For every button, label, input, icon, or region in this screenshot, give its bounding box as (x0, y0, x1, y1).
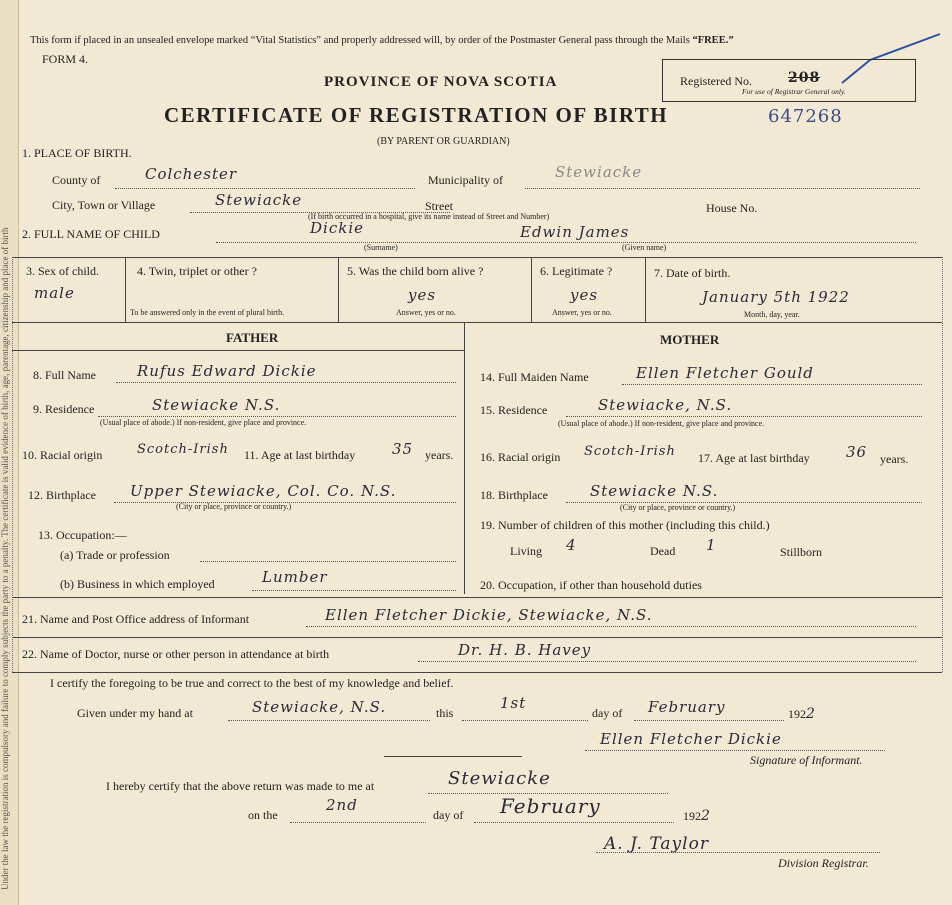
given-place: Stewiacke, N.S. (252, 698, 387, 716)
left-border-dots (12, 257, 13, 672)
child-name-line (216, 242, 916, 243)
father-age-value: 35 (392, 440, 414, 458)
dob-label: 7. Date of birth. (654, 266, 731, 280)
father-heading: FATHER (226, 330, 279, 345)
father-birthplace-label: 12. Birthplace (28, 488, 96, 502)
mother-racial-value: Scotch-Irish (584, 444, 676, 459)
registered-note: For use of Registrar General only. (742, 87, 846, 96)
father-business-line (252, 590, 456, 591)
dead-label: Dead (650, 544, 676, 558)
registrar-place: Stewiacke (448, 768, 551, 789)
mother-children-label: 19. Number of children of this mother (including this child.) (480, 518, 770, 532)
living-value: 4 (566, 536, 577, 554)
this-label: this (436, 706, 454, 720)
postal-notice (30, 35, 734, 46)
child-given-name: Edwin James (520, 223, 630, 241)
certificate-number: 647268 (768, 106, 843, 127)
parents-divider (464, 322, 465, 594)
father-business-label: (b) Business in which employed (60, 577, 215, 591)
street-label: Street (425, 199, 453, 213)
child-name-label: 2. FULL NAME OF CHILD (22, 227, 160, 241)
county-label: County of (52, 173, 101, 187)
father-racial-value: Scotch-Irish (137, 442, 229, 457)
registrar-month: February (500, 794, 601, 818)
dob-note: Month, day, year. (744, 310, 800, 319)
alive-value: yes (408, 286, 437, 304)
informant-label: 21. Name and Post Office address of Informant (22, 612, 250, 626)
mother-name-value: Ellen Fletcher Gould (636, 364, 814, 382)
father-name-line (116, 382, 456, 383)
informant-top-rule (12, 597, 942, 598)
margin-notice: Under the law the registration is compulsory and failure to comply subjects the party to a penalty. The certificate is valid evidence of birth, age, parentage, citizenship and place of birth (0, 227, 10, 890)
legitimate-value: yes (570, 286, 599, 304)
town-value: Stewiacke (215, 191, 303, 209)
house-no-label: House No. (706, 201, 758, 215)
row3-divider-3 (531, 257, 532, 322)
mother-occupation-label: 20. Occupation, if other than household duties (480, 578, 702, 592)
given-day-line (462, 720, 588, 721)
county-line (115, 188, 415, 189)
informant-signature: Ellen Fletcher Dickie (600, 730, 782, 748)
sex-value: male (34, 284, 75, 302)
row3-top-rule (12, 257, 942, 258)
mother-residence-value: Stewiacke, N.S. (598, 396, 733, 414)
given-year-prefix: 192 (788, 707, 806, 721)
child-surname: Dickie (310, 219, 364, 237)
given-month-line (634, 720, 784, 721)
row3-bottom-rule (12, 322, 942, 323)
twin-label: 4. Twin, triplet or other ? (137, 264, 257, 278)
father-years: years. (425, 448, 454, 462)
surname-caption: (Surname) (364, 243, 398, 252)
informant-line (306, 626, 916, 627)
registrar-caption: Division Registrar. (778, 856, 869, 870)
given-year-suffix: 2 (806, 706, 816, 722)
informant-signature-line (585, 750, 885, 751)
twin-note: To be answered only in the event of plural birth. (130, 308, 285, 317)
certify-top-rule (12, 672, 942, 673)
registrar-signature: A. J. Taylor (604, 834, 709, 854)
given-year (788, 706, 816, 722)
row3-divider-4 (645, 257, 646, 322)
father-residence-value: Stewiacke N.S. (152, 396, 281, 414)
father-birthplace-note: (City or place, province or country.) (176, 502, 292, 511)
father-residence-line (98, 416, 456, 417)
municipality-value: Stewiacke (555, 163, 643, 181)
right-border-dots (942, 257, 943, 672)
registrar-on-label: on the (248, 808, 278, 822)
binding-margin (0, 0, 19, 905)
mother-name-line (622, 384, 922, 385)
mother-heading: MOTHER (660, 332, 720, 347)
father-trade-line (200, 561, 456, 562)
father-business-value: Lumber (262, 568, 328, 586)
certificate-title: CERTIFICATE OF REGISTRATION OF BIRTH (164, 103, 669, 127)
subtitle: (BY PARENT OR GUARDIAN) (377, 136, 510, 147)
informant-signature-caption: Signature of Informant. (750, 753, 863, 767)
mother-name-label: 14. Full Maiden Name (480, 370, 589, 384)
certify-separator (384, 756, 522, 757)
mother-years: years. (880, 452, 909, 466)
doctor-label: 22. Name of Doctor, nurse or other person in attendance at birth (22, 647, 330, 661)
mother-birthplace-value: Stewiacke N.S. (590, 482, 719, 500)
municipality-label: Municipality of (428, 173, 503, 187)
postal-notice-text: This form if placed in an unsealed envelope marked “Vital Statistics” and properly addressed will, by order of the Postmaster General pass through the Mails (30, 35, 690, 46)
father-residence-note: (Usual place of abode.) If non-resident, give place and province. (100, 418, 307, 427)
dob-value: January 5th 1922 (702, 288, 850, 306)
given-day: 1st (500, 694, 527, 712)
given-caption: (Given name) (622, 243, 667, 252)
informant-value: Ellen Fletcher Dickie, Stewiacke, N.S. (325, 606, 653, 624)
registrar-day-of: day of (433, 808, 464, 822)
form-number: FORM 4. (42, 52, 89, 66)
registrar-statement: I hereby certify that the above return was made to me at (106, 779, 375, 793)
mother-age-label: 17. Age at last birthday (698, 451, 810, 465)
registrar-day-line (290, 822, 426, 823)
town-label: City, Town or Village (52, 198, 156, 212)
registrar-month-line (474, 822, 674, 823)
registrar-year (683, 808, 711, 824)
father-trade-label: (a) Trade or profession (60, 548, 170, 562)
row3-divider-2 (338, 257, 339, 322)
given-place-line (228, 720, 430, 721)
mother-racial-label: 16. Racial origin (480, 450, 561, 464)
mother-age-value: 36 (846, 443, 868, 461)
legitimate-label: 6. Legitimate ? (540, 264, 613, 278)
registered-label: Registered No. (680, 74, 752, 88)
municipality-line (525, 188, 920, 189)
registrar-day: 2nd (326, 796, 358, 814)
father-birthplace-value: Upper Stewiacke, Col. Co. N.S. (130, 482, 397, 500)
registered-value: 208 (788, 70, 821, 86)
doctor-line (418, 661, 916, 662)
place-of-birth-heading: 1. PLACE OF BIRTH. (22, 146, 132, 160)
doctor-value: Dr. H. B. Havey (458, 641, 592, 659)
doctor-top-rule (12, 637, 942, 638)
mother-residence-note: (Usual place of abode.) If non-resident, give place and province. (558, 419, 765, 428)
hospital-note: (If birth occurred in a hospital, give its name instead of Street and Number) (308, 212, 550, 221)
given-day-of: day of (592, 706, 623, 720)
stillborn-label: Stillborn (780, 545, 823, 559)
legitimate-note: Answer, yes or no. (552, 308, 612, 317)
registrar-year-suffix: 2 (701, 808, 711, 824)
mother-birthplace-label: 18. Birthplace (480, 488, 548, 502)
father-occupation-label: 13. Occupation:— (38, 528, 127, 542)
father-name-value: Rufus Edward Dickie (137, 362, 317, 380)
registrar-signature-line (596, 852, 880, 853)
alive-note: Answer, yes or no. (396, 308, 456, 317)
mother-residence-label: 15. Residence (480, 403, 548, 417)
mother-residence-line (566, 416, 922, 417)
province-title: PROVINCE OF NOVA SCOTIA (324, 74, 558, 90)
certify-statement: I certify the foregoing to be true and correct to the best of my knowledge and belief. (50, 676, 454, 690)
father-residence-label: 9. Residence (33, 402, 95, 416)
alive-label: 5. Was the child born alive ? (347, 264, 484, 278)
father-name-label: 8. Full Name (33, 368, 96, 382)
registrar-year-prefix: 192 (683, 809, 701, 823)
sex-label: 3. Sex of child. (26, 264, 99, 278)
mother-birthplace-note: (City or place, province or country.) (620, 503, 736, 512)
father-racial-label: 10. Racial origin (22, 448, 103, 462)
living-label: Living (510, 544, 542, 558)
given-month: February (648, 698, 726, 716)
county-value: Colchester (145, 165, 238, 183)
dead-value: 1 (706, 536, 717, 554)
row3-divider-1 (125, 257, 126, 322)
father-age-label: 11. Age at last birthday (244, 448, 356, 462)
given-label: Given under my hand at (77, 706, 193, 720)
father-heading-rule (12, 350, 464, 351)
postal-notice-free: “FREE.” (692, 35, 734, 46)
